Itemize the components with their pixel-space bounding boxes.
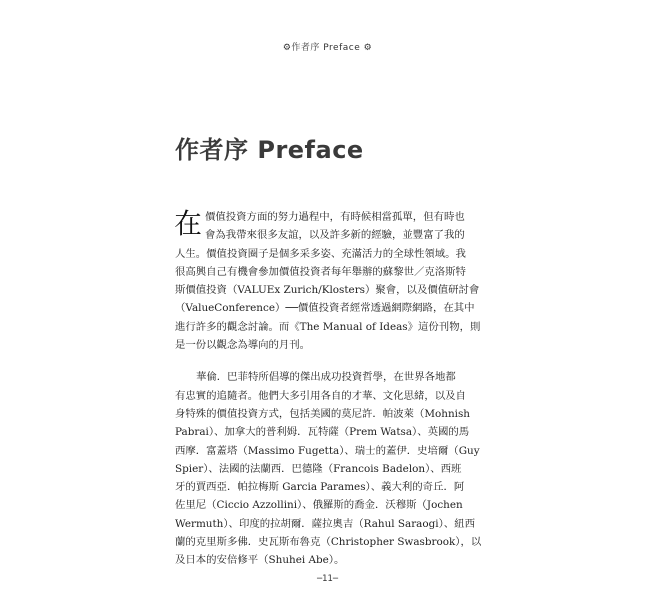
chapter-title: 作者序 Preface: [175, 136, 364, 164]
text-line: 會為我帶來很多友誼，以及許多新的經驗，並豐富了我的: [205, 229, 465, 242]
text-line: 很高興自己有機會參加價值投資者每年舉辦的蘇黎世／克洛斯特: [175, 265, 466, 278]
text-line: 蘭的克里斯多佛．史瓦斯布魯克（Christopher Swasbrook），以: [175, 536, 482, 549]
text-line: 進行許多的觀念討論。而《The Manual of Ideas》這份刊物，則: [175, 320, 481, 333]
text-line: Pabrai）、加拿大的普利姆．瓦特薩（Prem Watsa）、英國的馬: [175, 426, 470, 439]
text-line: Spier）、法國的法蘭西．巴德隆（Francois Badelon）、西班: [175, 462, 462, 475]
body-text: [175, 208, 495, 570]
text-line: 牙的賈西亞．帕拉梅斯 Garcia Parames）、義大利的奇丘．阿: [175, 481, 465, 494]
text-line: 身特殊的價值投資方式，包括美國的莫尼許．帕波萊（Mohnish: [175, 407, 470, 420]
running-header: ⚙作者序 Preface ⚙: [282, 43, 373, 53]
text-line: （ValueConference）──價值投資者經常透過網際網路，在其中: [175, 302, 475, 315]
text-line: Wermuth）、印度的拉胡爾．薩拉奧吉（Rahul Saraogi）、紐西: [175, 517, 475, 530]
page-number: ─11─: [316, 574, 339, 584]
text-line: 價值投資方面的努力過程中，有時候相當孤單，但有時也: [205, 211, 465, 223]
text-line: 西摩．富蓋塔（Massimo Fugetta）、瑞士的蓋伊．史培爾（Guy: [175, 444, 480, 457]
text-line: 佐里尼（Ciccio Azzollini）、俄羅斯的喬金．沃穆斯（Jochen: [175, 499, 463, 512]
text-line: 是一份以觀念為導向的月刊。: [175, 339, 311, 352]
text-line: 及日本的安倍修平（Shuhei Abe）。: [175, 554, 345, 567]
paragraph-2: [175, 368, 495, 569]
paragraph-1: [175, 208, 495, 354]
text-line: 人生。價值投資圈子是個多采多姿、充滿活力的全球性領域。我: [175, 247, 466, 260]
text-line: 斯價值投資（VALUEx Zurich/Klosters）聚會，以及價值研討會: [175, 284, 480, 297]
drop-cap: 在: [174, 207, 203, 240]
text-line: 華倫．巴菲特所倡導的傑出成功投資哲學，在世界各地都: [196, 371, 456, 384]
text-line: 有忠實的追隨者。他們大多引用各自的才華、文化思緒，以及自: [175, 389, 466, 402]
